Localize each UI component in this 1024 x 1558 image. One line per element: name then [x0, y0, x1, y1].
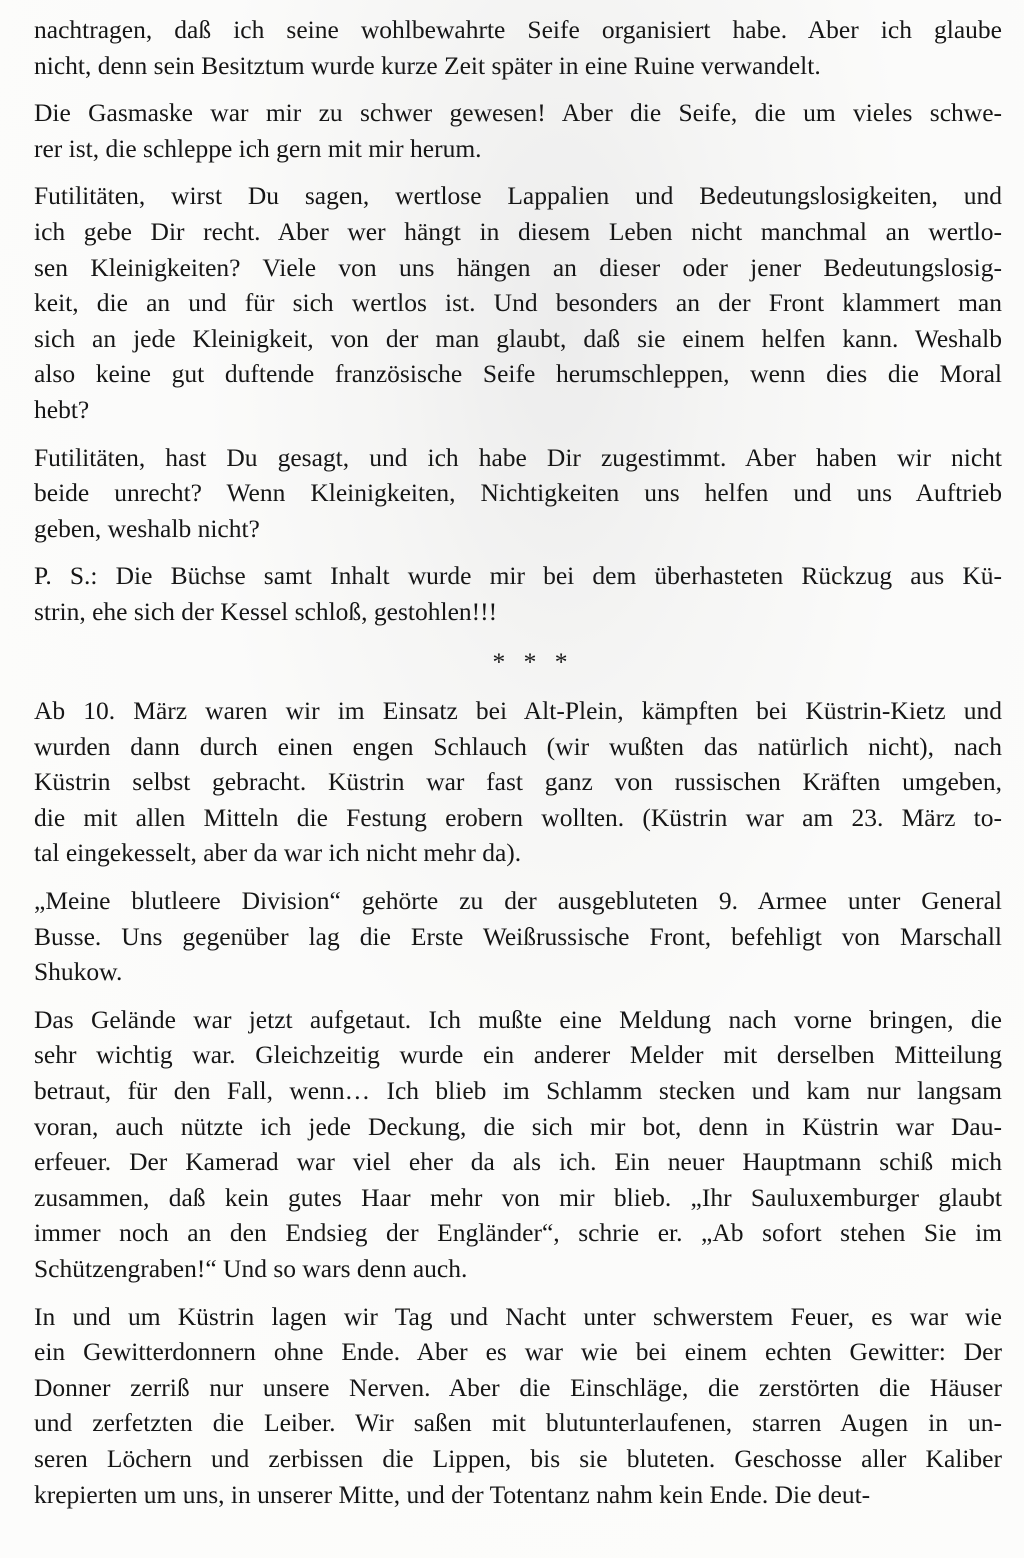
text-line: nachtragen, daß ich seine wohlbewahrte Seife organisiert habe. Aber ich glaube: [34, 15, 1002, 44]
text-line: beide unrecht? Wenn Kleinigkeiten, Nichtigkeiten uns helfen und uns Auftrieb: [34, 478, 1002, 508]
text-line: seren Löchern und zerbissen die Lippen, bis sie bluteten. Geschosse aller Kaliber: [34, 1443, 1002, 1473]
text-line: Donner zerriß nur unsere Nerven. Aber die Einschläge, die zerstörten die Häuser: [34, 1372, 1002, 1402]
text-line: also keine gut duftende französische Seife herumschleppen, wenn dies die Moral: [34, 359, 1002, 389]
text-line: Die Gasmaske war mir zu schwer gewesen! Aber die Seife, die um vieles schwe-: [34, 98, 1002, 128]
text-line: Schützengraben!“ Und so wars denn auch.: [34, 1254, 468, 1283]
text-line: ich gebe Dir recht. Aber wer hängt in diesem Leben nicht manchmal an wertlo-: [34, 216, 1002, 246]
text-line: krepierten um uns, in unserer Mitte, und der Totentanz nahm kein Ende. Die deut-: [34, 1479, 871, 1509]
paragraph: [34, 1002, 1002, 1287]
paragraph: [34, 883, 1002, 990]
text-line: Shukow.: [34, 957, 123, 987]
paragraph: [34, 440, 1002, 547]
text-line: sen Kleinigkeiten? Viele von uns hängen an dieser oder jener Bedeutungslosig-: [34, 252, 1002, 282]
text-line: sich an jede Kleinigkeit, von der man glaubt, daß sie einem helfen kann. Weshalb: [34, 323, 1002, 353]
text-line: immer noch an den Endsieg der Engländer“, schrie er. „Ab sofort stehen Sie im: [34, 1218, 1002, 1248]
text-line: die mit allen Mitteln die Festung erobern wollten. (Küstrin war am 23. März to-: [34, 802, 1002, 832]
text-line: und zerfetzten die Leiber. Wir saßen mit blutunterlaufenen, starren Augen in un-: [34, 1408, 1002, 1438]
paragraph: [34, 558, 1002, 629]
page-body-text: [34, 0, 1002, 1512]
text-line: sehr wichtig war. Gleichzeitig wurde ein anderer Melder mit derselben Mitteilung: [34, 1040, 1002, 1070]
text-line: Busse. Uns gegenüber lag die Erste Weißrussische Front, befehligt von Marschall: [34, 921, 1002, 951]
text-line: geben, weshalb nicht?: [34, 513, 260, 543]
text-line: betraut, für den Fall, wenn… Ich blieb im Schlamm stecken und kam nur langsam: [34, 1076, 1002, 1106]
text-line: In und um Küstrin lagen wir Tag und Nacht unter schwerstem Feuer, es war wie: [34, 1301, 1002, 1331]
text-line: Futilitäten, hast Du gesagt, und ich habe Dir zugestimmt. Aber haben wir nicht: [34, 442, 1002, 472]
text-line: tal eingekesselt, aber da war ich nicht mehr da).: [34, 838, 522, 868]
paragraph: [34, 693, 1002, 871]
text-line: nicht, denn sein Besitztum wurde kurze Zeit später in eine Ruine verwandelt.: [34, 50, 821, 80]
paragraph: [34, 12, 1002, 83]
text-line: Küstrin selbst gebracht. Küstrin war fast ganz von russischen Kräften umgeben,: [34, 767, 1002, 797]
text-line: voran, auch nützte ich jede Deckung, die sich mir bot, denn in Küstrin war Dau-: [34, 1111, 1002, 1141]
text-line: Futilitäten, wirst Du sagen, wertlose Lappalien und Bedeutungslosigkeiten, und: [34, 181, 1002, 211]
text-line: strin, ehe sich der Kessel schloß, gestohlen!!!: [34, 596, 498, 626]
text-line: P. S.: Die Büchse samt Inhalt wurde mir bei dem überhasteten Rückzug aus Kü-: [34, 561, 1002, 591]
text-line: „Meine blutleere Division“ gehörte zu der ausgebluteten 9. Armee unter General: [34, 886, 1002, 916]
text-line: keit, die an und für sich wertlos ist. Und besonders an der Front klammert man: [34, 288, 1002, 318]
text-line: Ab 10. März waren wir im Einsatz bei Alt-Plein, kämpften bei Küstrin-Kietz und: [34, 696, 1002, 726]
section-separator: * * *: [492, 646, 574, 676]
paragraph: [34, 95, 1002, 166]
text-line: wurden dann durch einen engen Schlauch (wir wußten das natürlich nicht), nach: [34, 731, 1002, 761]
text-line: erfeuer. Der Kamerad war viel eher da als ich. Ein neuer Hauptmann schiß mich: [34, 1147, 1002, 1177]
text-line: zusammen, daß kein gutes Haar mehr von mir blieb. „Ihr Sauluxemburger glaubt: [34, 1182, 1002, 1212]
paragraph: [34, 178, 1002, 427]
text-line: ein Gewitterdonnern ohne Ende. Aber es war wie bei einem echten Gewitter: Der: [34, 1337, 1002, 1367]
paragraph: [34, 1299, 1002, 1513]
text-line: hebt?: [34, 394, 90, 424]
text-line: rer ist, die schleppe ich gern mit mir herum.: [34, 133, 482, 163]
text-line: Das Gelände war jetzt aufgetaut. Ich mußte eine Meldung nach vorne bringen, die: [34, 1004, 1002, 1034]
